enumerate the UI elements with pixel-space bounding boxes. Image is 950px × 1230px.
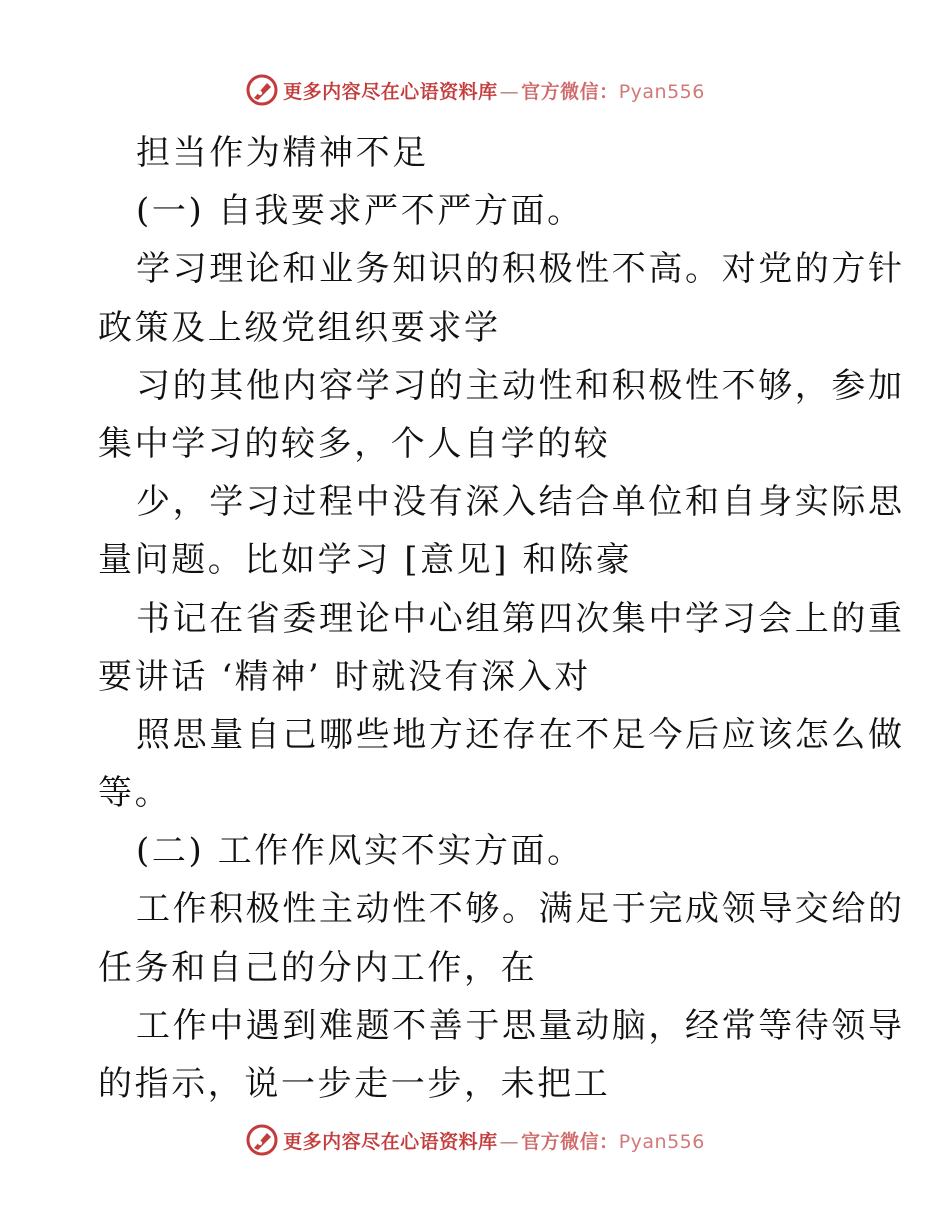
pen-nib-logo-icon <box>245 73 279 107</box>
banner-dash: — <box>499 1130 520 1153</box>
section-heading: 担当作为精神不足 <box>136 133 429 173</box>
banner-wechat-id: Pyan556 <box>618 1130 705 1153</box>
banner-wechat-label: 官方微信： <box>521 80 619 103</box>
document-body <box>98 124 905 1113</box>
paragraph-line: 照思量自己哪些地方还存在不足今后应该怎么做 <box>136 714 905 755</box>
paragraph-line: 要讲话 ‘精神’ 时就没有深入对 <box>98 656 591 697</box>
banner-site-name: 更多内容尽在心语资料库 <box>283 80 498 103</box>
banner-text <box>283 77 705 104</box>
banner-wechat-id: Pyan556 <box>618 80 705 103</box>
banner-wechat-label: 官方微信： <box>521 1130 619 1153</box>
paragraph-line: 少，学习过程中没有深入结合单位和自身实际思 <box>136 482 905 523</box>
paragraph-line: 量问题。比如学习 [意见] 和陈豪 <box>98 540 633 581</box>
footer-banner <box>0 1120 950 1160</box>
paragraph-line: 工作中遇到难题不善于思量动脑，经常等待领导 <box>136 1005 905 1046</box>
paragraph-line: 学习理论和业务知识的积极性不高。对党的方针 <box>136 249 905 290</box>
banner-site-name: 更多内容尽在心语资料库 <box>283 1130 498 1153</box>
subsection-heading-1: (一) 自我要求严不严方面。 <box>136 191 584 232</box>
banner-text <box>283 1127 705 1154</box>
paragraph-line: 政策及上级党组织要求学 <box>98 307 501 348</box>
banner-dash: — <box>499 80 520 103</box>
subsection-heading-2: (二) 工作作风实不实方面。 <box>136 831 584 872</box>
pen-nib-logo-icon <box>245 1123 279 1157</box>
paragraph-line: 集中学习的较多，个人自学的较 <box>98 423 611 464</box>
paragraph-line: 习的其他内容学习的主动性和积极性不够，参加 <box>136 365 905 406</box>
paragraph-line: 工作积极性主动性不够。满足于完成领导交给的 <box>136 889 905 930</box>
header-banner <box>0 70 950 110</box>
paragraph-line: 任务和自己的分内工作，在 <box>98 947 538 988</box>
paragraph-line: 书记在省委理论中心组第四次集中学习会上的重 <box>136 598 905 639</box>
paragraph-line: 等。 <box>98 773 172 814</box>
paragraph-line: 的指示，说一步走一步，未把工 <box>98 1064 611 1104</box>
